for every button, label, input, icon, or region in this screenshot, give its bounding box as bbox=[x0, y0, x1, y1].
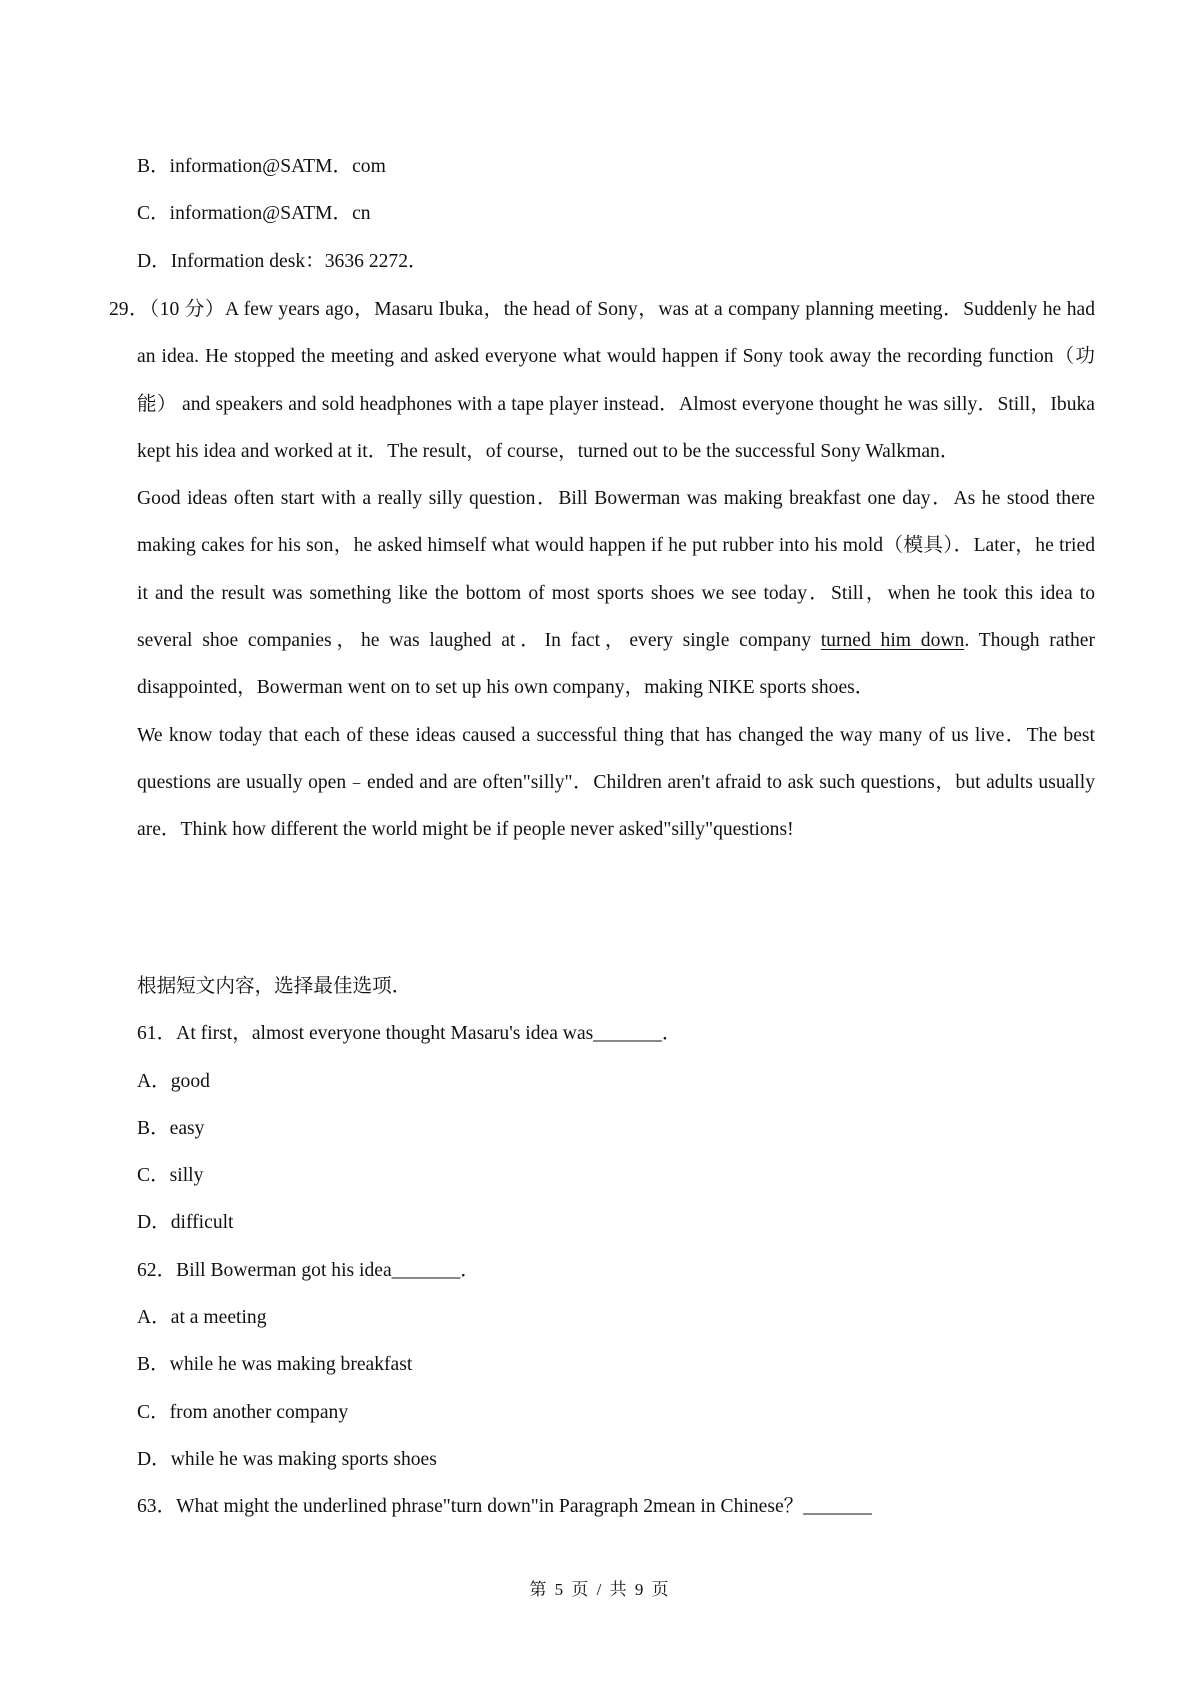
question-61-option-c: C．silly bbox=[137, 1165, 204, 1187]
option-c: C．information@SATM．cn bbox=[137, 203, 371, 225]
question-61-option-a: A．good bbox=[137, 1070, 210, 1092]
underlined-phrase: turned him down bbox=[820, 630, 965, 652]
question-61-option-d: D．difficult bbox=[137, 1212, 234, 1234]
question-62-option-d: D．while he was making sports shoes bbox=[137, 1448, 437, 1470]
passage-paragraph-1: 29．（10 分）A few years ago，Masaru Ibuka，the head of Sony，was at a company planning meeting．Suddenly he had an idea. He stopped the meeting and asked everyone what would happen if Sony took away the recording function（功能） and speakers and sold headphones with a tape player instead．Almost everyone thought he was silly．Still，Ibuka kept his idea and worked at it．The result，of course，turned out to be the successful Sony Walkman． bbox=[109, 299, 1095, 462]
option-d: D．Information desk：3636 2272． bbox=[137, 250, 428, 272]
paragraph-2-text-before: Good ideas often start with a really silly question．Bill Bowerman was making breakfast one day．As he stood there making cakes for his son，he asked himself what would happen if he put rubber into his mold（模具）．Later，he tried it and the result was something like the bottom of most sports shoes we see today．Still，when he took this idea to several shoe companies，he was laughed at．In fact，every single company bbox=[137, 488, 1095, 652]
option-b: B．information@SATM．com bbox=[137, 156, 386, 177]
question-62-stem: 62．Bill Bowerman got his idea_______． bbox=[137, 1259, 480, 1281]
question-63-stem: 63．What might the underlined phrase"turn down"in Paragraph 2mean in Chinese？_______ bbox=[137, 1496, 872, 1518]
question-61-stem: 61．At first，almost everyone thought Masaru's idea was_______． bbox=[137, 1023, 682, 1045]
question-62-option-c: C．from another company bbox=[137, 1401, 349, 1423]
question-61-option-b: B．easy bbox=[137, 1117, 205, 1139]
previous-question-options bbox=[137, 143, 1095, 285]
paragraph-2-text-after: . Though rather disappointed，Bowerman went on to set up his own company，making NIKE sports shoes． bbox=[137, 630, 1095, 699]
passage-paragraph-2 bbox=[137, 475, 1095, 711]
question-62-option-b: B．while he was making breakfast bbox=[137, 1354, 413, 1376]
questions-section bbox=[137, 963, 1095, 1531]
passage-paragraph-3: We know today that each of these ideas caused a successful thing that has changed the way many of us live．The best questions are usually open﹣ended and are often"silly"．Children aren't afraid to ask such questions，but adults usually are．Think how different the world might be if people never asked"silly"questions! bbox=[137, 724, 1095, 841]
instruction-text: 根据短文内容，选择最佳选项． bbox=[137, 976, 412, 997]
page-number: 第 5 页 / 共 9 页 bbox=[529, 1580, 671, 1599]
reading-passage bbox=[109, 286, 1095, 854]
question-62-option-a: A．at a meeting bbox=[137, 1307, 267, 1329]
